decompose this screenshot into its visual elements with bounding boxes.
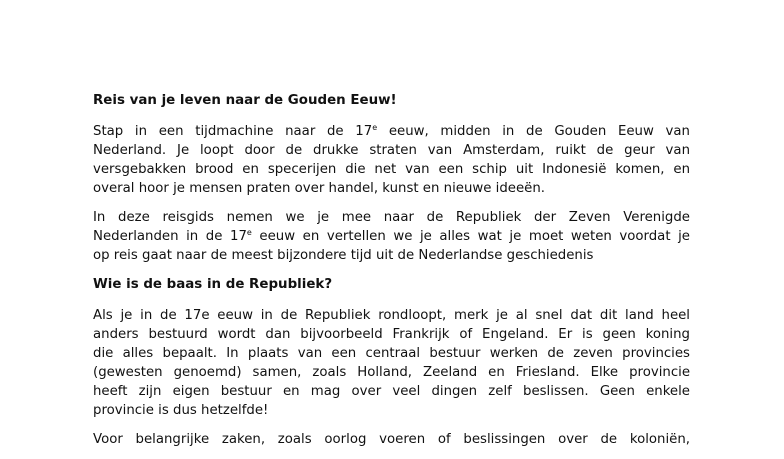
paragraph-line: Stap in een tijdmachine naar de 17e eeuw, midden in de Gouden Eeuw van bbox=[93, 123, 690, 139]
paragraph-line: Als je in de 17e eeuw in de Republiek rondloopt, merk je al snel dat dit land heel bbox=[93, 308, 690, 323]
paragraph-line: heeft zijn eigen bestuur en mag over veel dingen zelf beslissen. Geen enkele bbox=[93, 384, 690, 399]
heading-baas-republiek: Wie is de baas in de Republiek? bbox=[93, 277, 333, 292]
paragraph-line: (gewesten genoemd) samen, zoals Holland, Zeeland en Friesland. Elke provincie bbox=[93, 365, 690, 380]
paragraph-line: Voor belangrijke zaken, zoals oorlog voeren of beslissingen over de koloniën, bbox=[93, 432, 690, 447]
paragraph-line: Nederland. Je loopt door de drukke straten van Amsterdam, ruikt de geur van bbox=[93, 143, 690, 158]
paragraph-line: versgebakken brood en specerijen die net van een schip uit Indonesië komen, en bbox=[93, 162, 690, 177]
paragraph-line: In deze reisgids nemen we je mee naar de Republiek der Zeven Verenigde bbox=[93, 210, 690, 225]
paragraph-line: anders bestuurd wordt dan bijvoorbeeld Frankrijk of Engeland. Er is geen koning bbox=[93, 327, 690, 342]
superscript: e bbox=[372, 123, 378, 132]
paragraph-line: provincie is dus hetzelfde! bbox=[93, 403, 269, 418]
paragraph-line: overal hoor je mensen praten over handel, kunst en nieuwe ideeën. bbox=[93, 181, 545, 196]
paragraph-belangrijke-zaken bbox=[93, 430, 690, 449]
superscript: e bbox=[246, 228, 252, 237]
paragraph-bestuur bbox=[93, 306, 690, 420]
paragraph-intro bbox=[93, 122, 690, 198]
paragraph-line: op reis gaat naar de meest bijzondere tijd uit de Nederlandse geschiedenis bbox=[93, 248, 594, 263]
document-body bbox=[93, 91, 690, 459]
heading-gouden-eeuw: Reis van je leven naar de Gouden Eeuw! bbox=[93, 93, 397, 108]
paragraph-reisgids bbox=[93, 208, 690, 265]
paragraph-line: Nederlanden in de 17e eeuw en vertellen we je alles wat je moet weten voordat je bbox=[93, 228, 690, 244]
paragraph-line: die alles bepaalt. In plaats van een centraal bestuur werken de zeven provincies bbox=[93, 346, 690, 361]
